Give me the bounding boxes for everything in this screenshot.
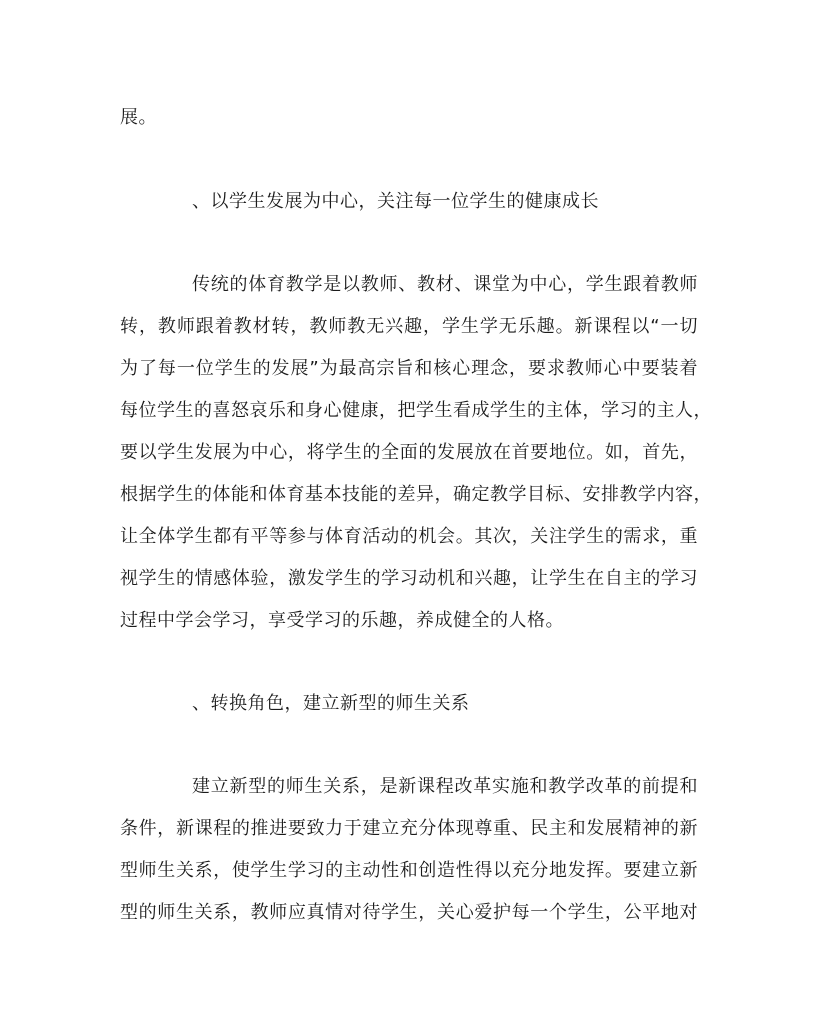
paragraph-line: 让全体学生都有平等参与体育活动的机会。其次，关注学生的需求，重 <box>120 526 698 547</box>
paragraph-line: 视学生的情感体验，激发学生的学习动机和兴趣，让学生在自主的学习 <box>120 568 698 589</box>
paragraph-line: 条件，新课程的推进要致力于建立充分体现尊重、民主和发展精神的新 <box>120 818 698 839</box>
section-heading-1: 、以学生发展为中心，关注每一位学生的健康成长 <box>192 191 599 212</box>
section-heading-2: 、转换角色，建立新型的师生关系 <box>192 693 470 714</box>
paragraph-continuation: 展。 <box>120 107 157 128</box>
paragraph-line: 要以学生发展为中心，将学生的全面的发展放在首要地位。如，首先， <box>120 442 698 463</box>
paragraph-line: 每位学生的喜怒哀乐和身心健康，把学生看成学生的主体，学习的主人， <box>120 400 712 421</box>
paragraph-line: 根据学生的体能和体育基本技能的差异，确定教学目标、安排教学内容， <box>120 484 712 505</box>
paragraph-line: 过程中学会学习，享受学习的乐趣，养成健全的人格。 <box>120 610 564 631</box>
paragraph-line: 型师生关系，使学生学习的主动性和创造性得以充分地发挥。要建立新 <box>120 860 698 881</box>
paragraph-line: 转，教师跟着教材转，教师教无兴趣，学生学无乐趣。新课程以“一切 <box>120 316 698 337</box>
paragraph-line: 传统的体育教学是以教师、教材、课堂为中心，学生跟着教师 <box>192 274 698 295</box>
paragraph-line: 为了每一位学生的发展”为最高宗旨和核心理念，要求教师心中要装着 <box>120 358 698 379</box>
paragraph-line: 建立新型的师生关系，是新课程改革实施和教学改革的前提和 <box>192 776 698 797</box>
paragraph-line: 型的师生关系，教师应真情对待学生，关心爱护每一个学生，公平地对 <box>120 902 698 923</box>
